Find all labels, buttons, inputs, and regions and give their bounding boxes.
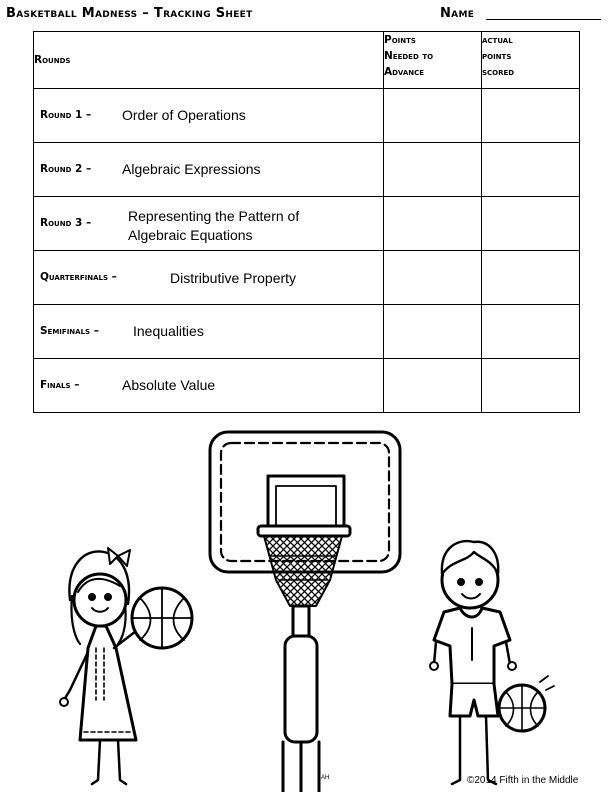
round-topic: Absolute Value bbox=[122, 377, 216, 393]
round-topic: Algebraic Expressions bbox=[122, 161, 261, 177]
points-needed-cell[interactable] bbox=[384, 89, 482, 143]
round-cell bbox=[34, 143, 384, 197]
table-header-row bbox=[34, 32, 580, 89]
actual-points-cell[interactable] bbox=[482, 359, 580, 413]
round-label: Finals – bbox=[40, 379, 80, 391]
round-cell bbox=[34, 197, 384, 251]
round-cell bbox=[34, 305, 384, 359]
actual-points-cell[interactable] bbox=[482, 143, 580, 197]
table-row bbox=[34, 305, 580, 359]
points-needed-cell[interactable] bbox=[384, 251, 482, 305]
table-row bbox=[34, 359, 580, 413]
basketball-illustration bbox=[0, 420, 612, 792]
round-topic: Representing the Pattern of Algebraic Equations bbox=[128, 208, 300, 243]
points-needed-cell[interactable] bbox=[384, 143, 482, 197]
points-needed-header: Points Needed to Advance bbox=[384, 32, 482, 89]
round-label: Round 3 – bbox=[40, 217, 92, 229]
points-needed-cell[interactable] bbox=[384, 359, 482, 413]
name-label: Name bbox=[440, 6, 475, 21]
points-needed-cell[interactable] bbox=[384, 197, 482, 251]
points-needed-cell[interactable] bbox=[384, 305, 482, 359]
actual-points-cell[interactable] bbox=[482, 197, 580, 251]
round-cell bbox=[34, 251, 384, 305]
boy-figure bbox=[430, 541, 516, 784]
round-label: Quarterfinals – bbox=[40, 271, 117, 283]
round-topic: Distributive Property bbox=[170, 270, 297, 286]
round-topic: Inequalities bbox=[133, 323, 204, 339]
artist-initials: AH bbox=[321, 775, 330, 781]
round-topic: Order of Operations bbox=[122, 107, 246, 123]
rounds-header: Rounds bbox=[34, 32, 384, 89]
round-label: Round 1 – bbox=[40, 109, 92, 121]
actual-points-cell[interactable] bbox=[482, 305, 580, 359]
copyright-footer: ©2014 Fifth in the Middle bbox=[467, 775, 579, 786]
basketball-hoop bbox=[210, 432, 400, 792]
round-label: Semifinals – bbox=[40, 325, 99, 337]
table-row bbox=[34, 89, 580, 143]
basketball-icon bbox=[499, 676, 554, 731]
tracking-table bbox=[33, 31, 580, 413]
name-blank-line[interactable] bbox=[486, 19, 601, 20]
actual-points-cell[interactable] bbox=[482, 89, 580, 143]
basketball-icon bbox=[132, 588, 192, 648]
round-label: Round 2 – bbox=[40, 163, 92, 175]
round-cell bbox=[34, 89, 384, 143]
page-title: Basketball Madness – Tracking Sheet bbox=[6, 6, 253, 21]
table-row bbox=[34, 143, 580, 197]
actual-points-cell[interactable] bbox=[482, 251, 580, 305]
round-cell bbox=[34, 359, 384, 413]
actual-points-header: actual points scored bbox=[482, 32, 580, 89]
girl-figure bbox=[60, 548, 140, 784]
table-row bbox=[34, 251, 580, 305]
table-row bbox=[34, 197, 580, 251]
